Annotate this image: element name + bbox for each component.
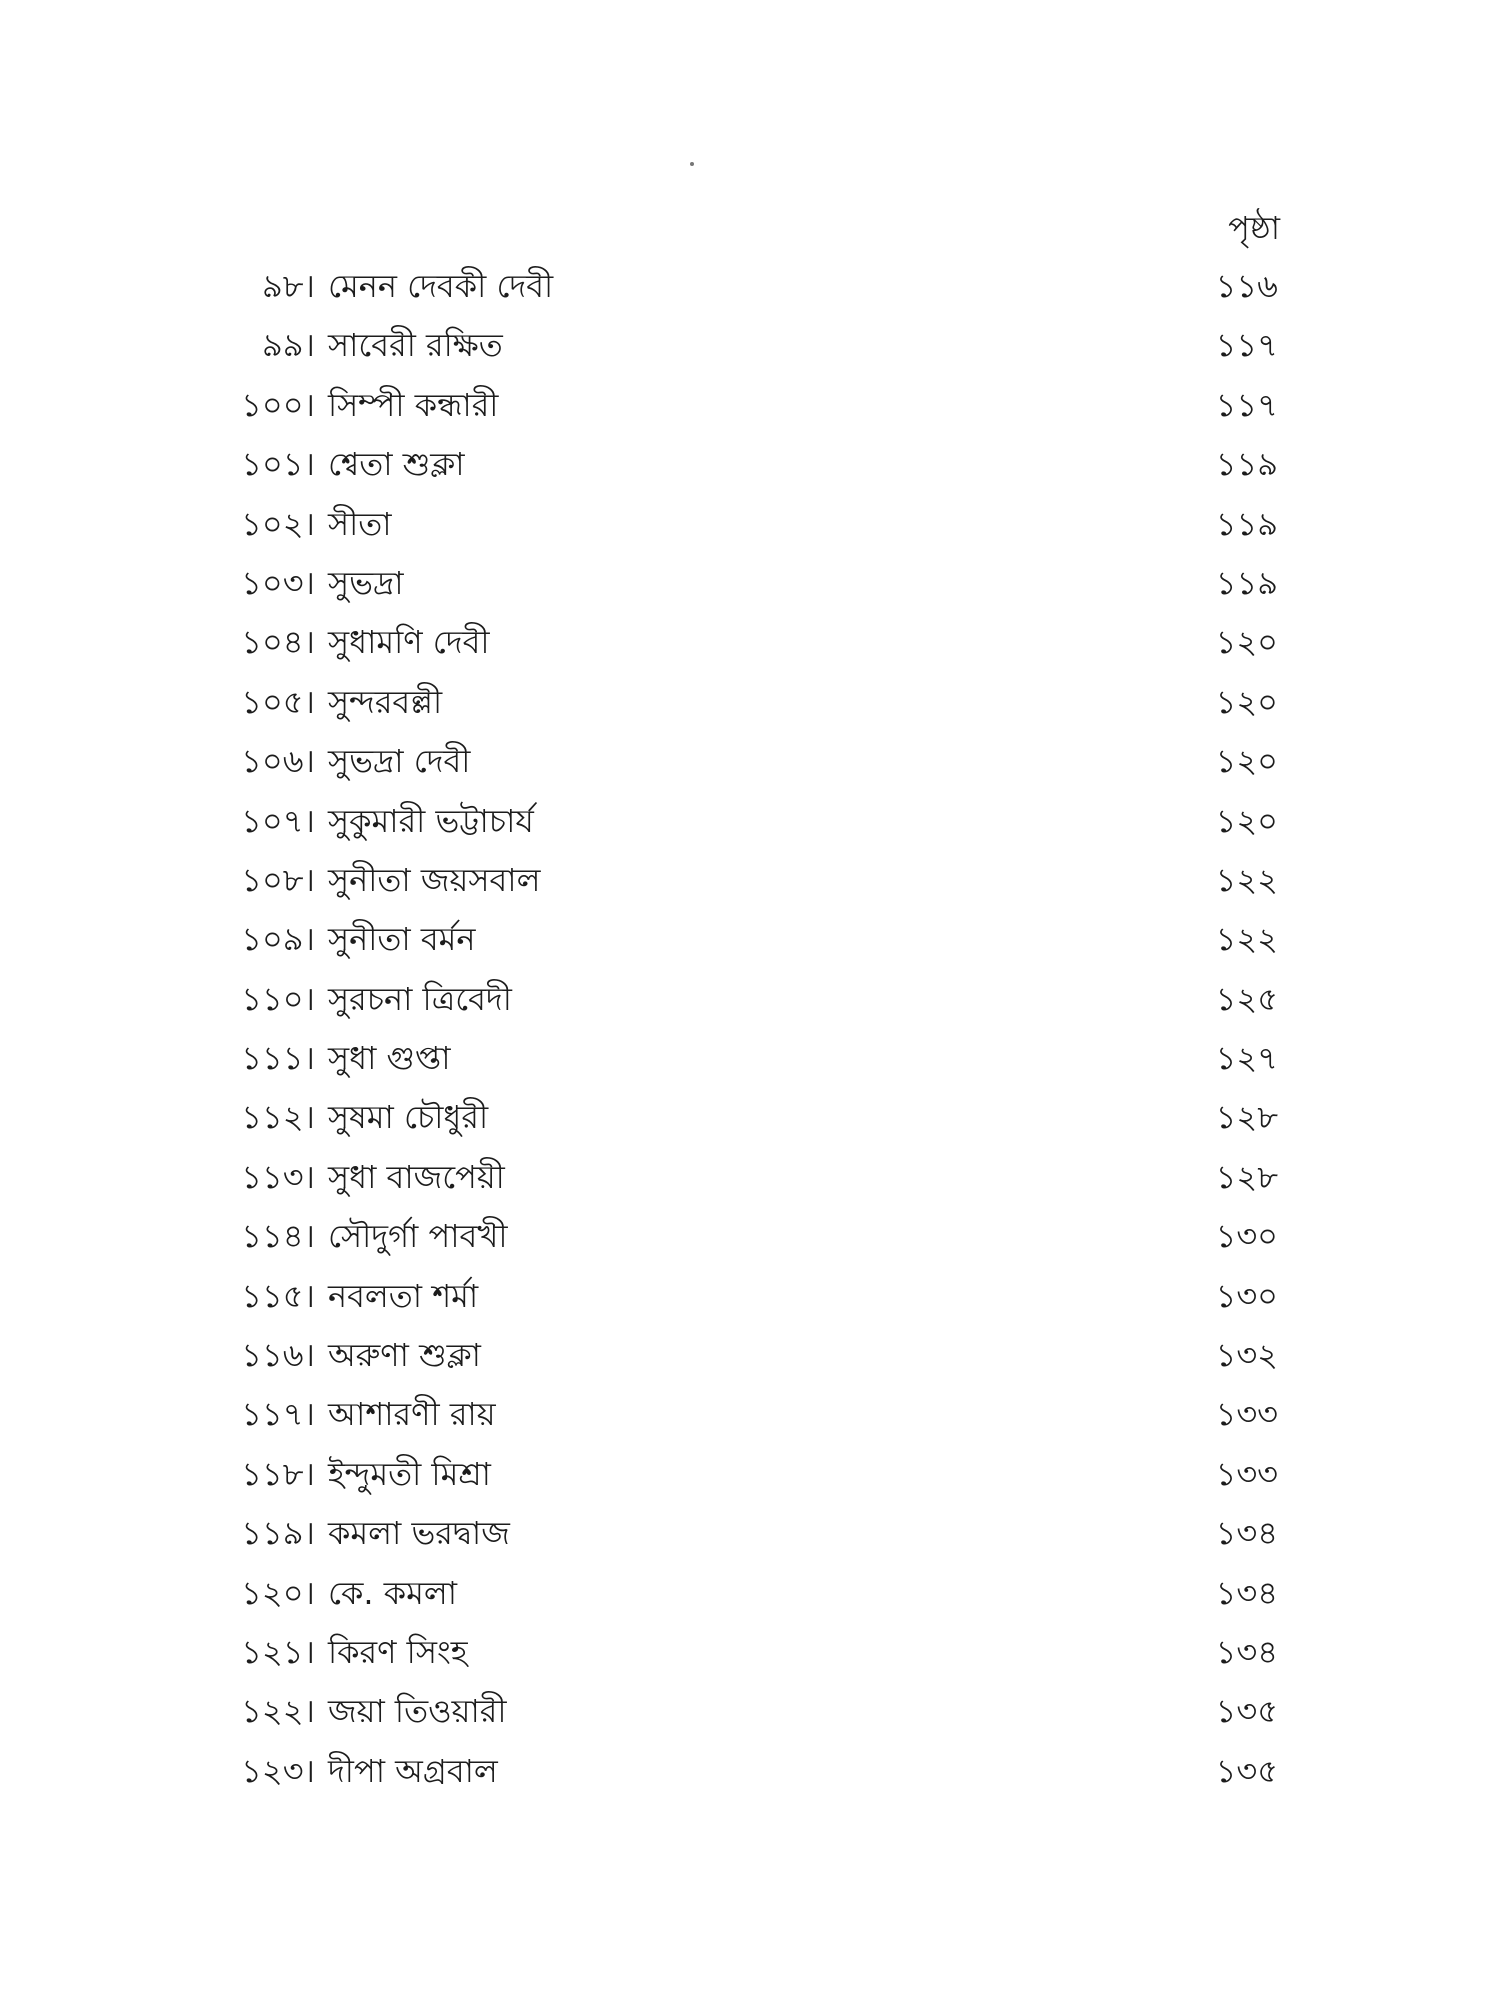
entry-page-number: ১২০	[1215, 801, 1278, 840]
entry-title: দীপা অগ্রবাল	[328, 1751, 498, 1790]
entry-title: জয়া তিওয়ারী	[328, 1692, 507, 1731]
table-of-contents	[0, 258, 1500, 1802]
entry-page-number: ১২০	[1215, 682, 1278, 721]
toc-entry	[0, 1446, 1500, 1505]
entry-number: ১০৭।	[241, 801, 315, 840]
toc-entry	[0, 852, 1500, 911]
entry-page-number: ১৩৪	[1215, 1573, 1278, 1612]
entry-page-number: ১৩০	[1215, 1217, 1278, 1256]
entry-title: সীতা	[328, 504, 392, 543]
entry-number: ৯৮।	[262, 267, 315, 305]
entry-title: সুভদ্রা দেবী	[328, 742, 471, 781]
toc-entry	[0, 496, 1500, 555]
entry-number: ১১৭।	[241, 1395, 315, 1434]
entry-title: সুভদ্রা	[328, 563, 404, 602]
entry-page-number: ১৩৫	[1215, 1692, 1278, 1731]
toc-entry	[0, 1030, 1500, 1089]
entry-page-number: ১৩০	[1215, 1276, 1278, 1315]
entry-page-number: ১২৮	[1215, 1157, 1278, 1196]
entry-number: ১০২।	[241, 504, 315, 543]
entry-title: সিম্পী কন্ধারী	[328, 385, 499, 424]
toc-entry	[0, 1565, 1500, 1624]
toc-entry	[0, 793, 1500, 852]
toc-entry	[0, 911, 1500, 970]
entry-title: সৌদুর্গা পাবখী	[328, 1217, 508, 1256]
entry-number: ১১৬।	[241, 1336, 315, 1375]
toc-entry	[0, 733, 1500, 792]
toc-entry	[0, 1149, 1500, 1208]
toc-entry	[0, 1683, 1500, 1742]
entry-page-number: ১১৯	[1215, 445, 1278, 484]
entry-page-number: ১১৯	[1215, 563, 1278, 602]
entry-page-number: ১১৭	[1215, 326, 1278, 365]
entry-number: ১১২।	[241, 1098, 315, 1137]
page-column-heading: পৃষ্ঠা	[1228, 209, 1280, 247]
toc-entry	[0, 614, 1500, 673]
toc-entry	[0, 1743, 1500, 1802]
entry-number: ৯৯।	[262, 326, 315, 365]
entry-title: সুরচনা ত্রিবেদী	[328, 979, 512, 1018]
entry-title: নবলতা শর্মা	[328, 1276, 479, 1315]
entry-title: সুধা বাজপেয়ী	[328, 1157, 505, 1196]
toc-entry	[0, 1089, 1500, 1148]
entry-title: সুনীতা জয়সবাল	[328, 860, 541, 899]
entry-title: শ্বেতা শুক্লা	[328, 445, 465, 484]
entry-title: মেনন দেবকী দেবী	[328, 267, 554, 305]
toc-entry	[0, 971, 1500, 1030]
entry-page-number: ১৩২	[1215, 1336, 1278, 1375]
toc-entry	[0, 1327, 1500, 1386]
entry-page-number: ১২৭	[1215, 1039, 1278, 1078]
toc-entry	[0, 377, 1500, 436]
entry-page-number: ১২০	[1215, 742, 1278, 781]
entry-number: ১২৩।	[241, 1751, 315, 1790]
entry-number: ১১৯।	[241, 1514, 315, 1553]
entry-title: সুধামণি দেবী	[328, 623, 490, 662]
toc-entry	[0, 317, 1500, 376]
entry-number: ১১০।	[241, 979, 315, 1018]
toc-entry	[0, 674, 1500, 733]
entry-number: ১০৫।	[241, 682, 315, 721]
entry-page-number: ১১৯	[1215, 504, 1278, 543]
entry-page-number: ১২২	[1215, 920, 1278, 959]
entry-number: ১২১।	[241, 1632, 315, 1671]
entry-title: ইন্দুমতী মিশ্রা	[328, 1454, 491, 1493]
entry-number: ১০১।	[241, 445, 315, 484]
entry-page-number: ১৩৩	[1215, 1395, 1278, 1434]
toc-entry	[0, 1268, 1500, 1327]
toc-entry	[0, 555, 1500, 614]
entry-number: ১১১।	[241, 1039, 315, 1078]
entry-number: ১১৩।	[241, 1157, 315, 1196]
entry-page-number: ১৩৩	[1215, 1454, 1278, 1493]
entry-title: অরুণা শুক্লা	[328, 1336, 481, 1375]
entry-page-number: ১২২	[1215, 860, 1278, 899]
toc-entry	[0, 436, 1500, 495]
toc-entry	[0, 1505, 1500, 1564]
entry-page-number: ১২৫	[1215, 979, 1278, 1018]
entry-title: কিরণ সিংহ	[328, 1632, 468, 1671]
entry-page-number: ১১৭	[1215, 385, 1278, 424]
entry-title: সুন্দরবল্লী	[328, 682, 443, 721]
print-speck	[690, 162, 694, 166]
entry-title: সুষমা চৌধুরী	[328, 1098, 489, 1137]
entry-page-number: ১৩৫	[1215, 1751, 1278, 1790]
entry-number: ১০৩।	[241, 563, 315, 602]
entry-title: সাবেরী রক্ষিত	[328, 326, 503, 365]
entry-number: ১১৮।	[241, 1454, 315, 1493]
toc-entry	[0, 1208, 1500, 1267]
entry-number: ১২২।	[241, 1692, 315, 1731]
entry-title: সুনীতা বর্মন	[328, 920, 476, 959]
entry-page-number: ১২৮	[1215, 1098, 1278, 1137]
entry-page-number: ১৩৪	[1215, 1632, 1278, 1671]
entry-number: ১১৪।	[241, 1217, 315, 1256]
toc-entry	[0, 258, 1500, 317]
toc-entry	[0, 1624, 1500, 1683]
entry-number: ১১৫।	[241, 1276, 315, 1315]
entry-number: ১২০।	[241, 1573, 315, 1612]
entry-page-number: ১৩৪	[1215, 1514, 1278, 1553]
entry-title: সুকুমারী ভট্টাচার্য	[328, 801, 534, 840]
entry-title: আশারণী রায়	[328, 1395, 496, 1434]
entry-title: সুধা গুপ্তা	[328, 1039, 451, 1078]
entry-number: ১০৬।	[241, 742, 315, 781]
entry-number: ১০৮।	[241, 860, 315, 899]
entry-page-number: ১২০	[1215, 623, 1278, 662]
entry-title: কমলা ভরদ্বাজ	[328, 1514, 510, 1553]
entry-title: কে. কমলা	[328, 1573, 457, 1612]
toc-entry	[0, 1386, 1500, 1445]
entry-number: ১০০।	[241, 385, 315, 424]
entry-number: ১০৪।	[241, 623, 315, 662]
entry-page-number: ১১৬	[1215, 267, 1278, 305]
entry-number: ১০৯।	[241, 920, 315, 959]
